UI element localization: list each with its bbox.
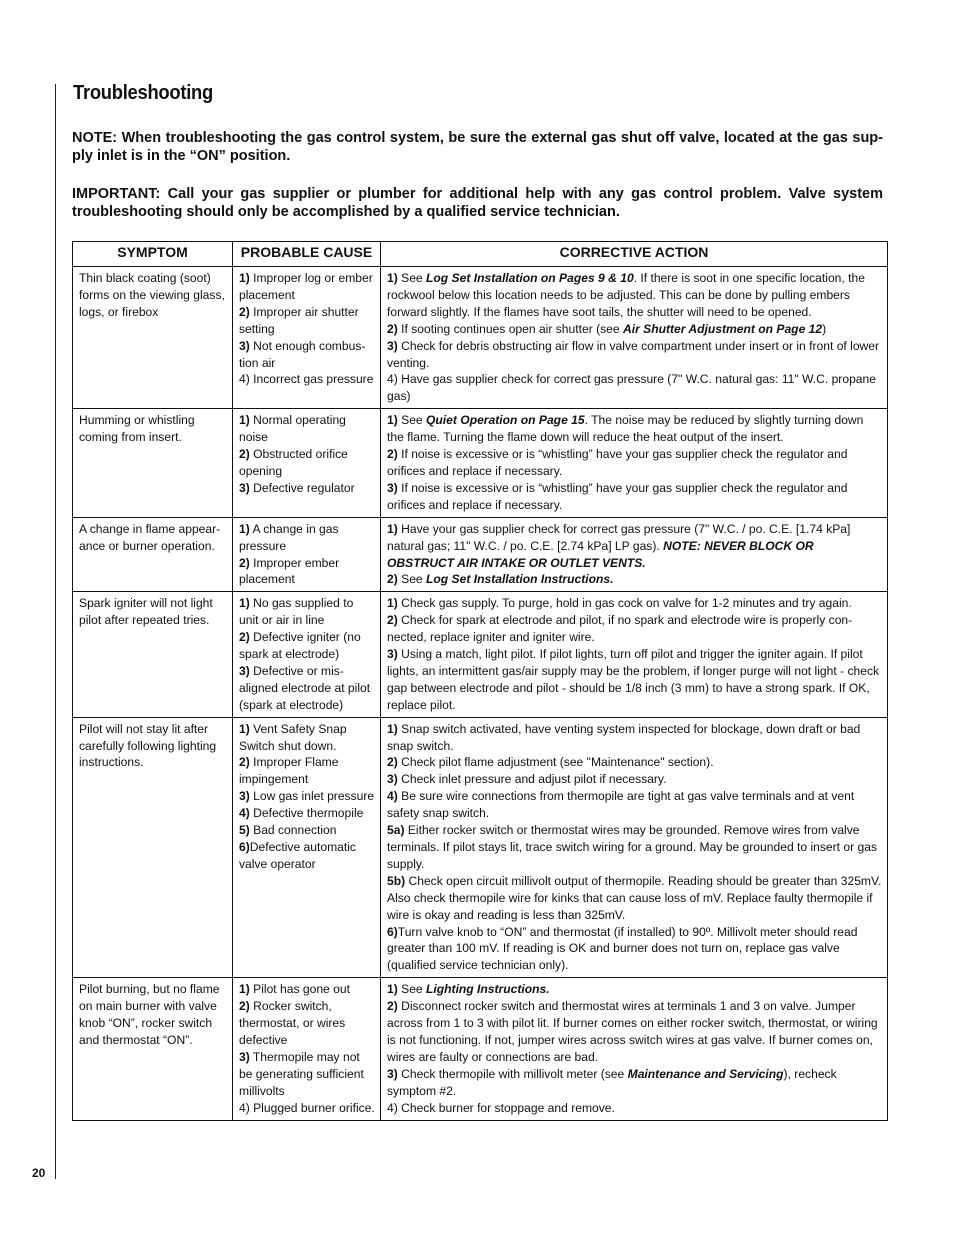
item-number: 3) (239, 1049, 250, 1064)
symptom-cell: Thin black coating (soot) forms on the viewing glass, logs, or firebox (73, 267, 233, 409)
item-text-tail: . If there is soot in one specific location, the rockwool below this location needs to be adjusted. This can be done by pulling embers forward slightly. If the flames have soot tails, the shutter will need to be opened. (387, 271, 865, 319)
item-number: 3) (387, 480, 398, 495)
cause-item (239, 663, 375, 714)
symptom-cell: A change in flame appearance or burner operation. (73, 517, 233, 592)
note-paragraph: NOTE: When troubleshooting the gas control system, be sure the external gas shut off valve, located at the gas supply inlet is in the “ON” position. (72, 130, 883, 164)
symptom-cell: Humming or whistling coming from insert. (73, 409, 233, 517)
action-item (387, 595, 882, 612)
section-reference: Maintenance and Servicing (627, 1066, 784, 1081)
table-row (73, 592, 888, 717)
corrective-action-cell (381, 517, 888, 592)
item-number: 5a) (387, 823, 405, 838)
item-number: 3) (387, 1066, 398, 1081)
item-number: 1) (239, 596, 250, 611)
item-number: 1) (239, 982, 250, 997)
action-item (387, 1100, 882, 1117)
probable-cause-cell (233, 978, 381, 1120)
cause-item (239, 1100, 375, 1117)
item-text: Low gas inlet pressure (249, 789, 375, 804)
item-text-tail: ) (822, 321, 827, 336)
item-text: See (397, 413, 427, 428)
item-number: 3) (387, 338, 398, 353)
corrective-action-cell (381, 409, 888, 517)
item-text: Have your gas supplier check for correct gas pressure (7" W.C. / po. C.E. [1.74 kPa] natural gas; 11" W.C. / po. C.E. [2.74 kPa] LP gas). (387, 521, 851, 553)
item-number: 3) (239, 338, 250, 353)
table-row (73, 717, 888, 978)
action-item (387, 721, 882, 755)
table-header-row (73, 242, 888, 267)
item-text: Pilot has gone out (249, 982, 350, 997)
item-text: 4) Have gas supplier check for correct gas pressure (7" W.C. natural gas: 11" W.C. propane gas) (387, 372, 876, 404)
item-text: If sooting continues open air shutter (see (397, 321, 623, 336)
item-number: 6) (387, 924, 398, 939)
item-text: 4) Incorrect gas pressure (239, 372, 374, 387)
item-text: Check for debris obstructing air flow in valve compartment under insert or in front of lower venting. (387, 338, 880, 370)
item-text: Thermopile may not be generating sufficient millivolts (239, 1049, 364, 1098)
item-text: Improper Flame impingement (239, 755, 339, 787)
corrective-action-cell (381, 267, 888, 409)
cause-item (239, 270, 375, 304)
cause-item (239, 721, 375, 755)
action-item (387, 873, 882, 924)
header-symptom: SYMPTOM (73, 242, 233, 267)
item-text: If noise is excessive or is “whistling” have your gas supplier check the regulator and orifices and replace if necessary. (387, 447, 848, 478)
item-number: 5) (239, 823, 250, 838)
item-text-tail: ), recheck symptom #2. (387, 1066, 837, 1098)
cause-item (239, 338, 375, 372)
cause-item (239, 304, 375, 338)
item-text: A change in gas pressure (239, 521, 339, 553)
probable-cause-cell (233, 267, 381, 409)
action-item (387, 480, 882, 514)
item-number: 1) (387, 521, 398, 536)
item-number: 1) (387, 721, 398, 736)
action-item (387, 321, 882, 338)
page-title: Troubleshooting (73, 82, 213, 104)
item-number: 1) (387, 982, 398, 997)
item-text-tail: . The noise may be reduced by slightly turning down the flame. Turning the flame down will reduce the heat output of the insert. (387, 413, 864, 445)
item-text: Improper log or ember placement (239, 271, 373, 302)
item-text: Snap switch activated, have venting system inspected for blockage, down draft or bad snap switch. (387, 721, 861, 753)
item-text: Obstructed orifice opening (239, 447, 348, 478)
item-number: 2) (239, 447, 250, 462)
item-text: No gas supplied to unit or air in line (239, 596, 354, 628)
action-item (387, 571, 882, 588)
item-text: See (397, 982, 427, 997)
action-item (387, 754, 882, 771)
item-text: 4) Plugged burner orifice. (239, 1100, 375, 1115)
section-reference: Air Shutter Adjustment on Page 12 (622, 321, 823, 336)
action-item (387, 981, 882, 998)
item-number: 2) (239, 755, 250, 770)
section-reference: NOTE: NEVER BLOCK OR OBSTRUCT AIR INTAKE OR OUTLET VENTS. (387, 538, 814, 570)
cause-item (239, 805, 375, 822)
item-number: 2) (387, 755, 398, 770)
cause-item (239, 822, 375, 839)
action-item (387, 822, 882, 873)
item-number: 1) (387, 596, 398, 611)
margin-rule (55, 84, 56, 1179)
cause-item (239, 788, 375, 805)
cause-item (239, 412, 375, 446)
item-number: 3) (387, 772, 398, 787)
page-number: 20 (32, 1166, 46, 1180)
action-item (387, 998, 882, 1066)
section-reference: Log Set Installation on Pages 9 & 10 (426, 271, 634, 285)
item-number: 1) (387, 413, 398, 428)
item-number: 1) (239, 721, 250, 736)
item-text: Either rocker switch or thermostat wires may be grounded. Remove wires from valve terminals. If pilot stays lit, trace switch wiring for a ground. May be grounded to insert or gas supply. (387, 823, 878, 871)
item-number: 1) (239, 271, 250, 285)
table-row (73, 517, 888, 592)
cause-item (239, 595, 375, 629)
action-item (387, 788, 882, 822)
item-text: Normal operating noise (239, 413, 346, 445)
item-number: 1) (387, 271, 398, 285)
item-number: 2) (387, 572, 398, 587)
action-item (387, 612, 882, 646)
action-item (387, 371, 882, 405)
item-text: Check open circuit millivolt output of thermopile. Reading should be greater than 325mV. Also check thermopile wire for kinks that can cause loss of mV. Replace faulty thermopile if wire is okay and reading is less than 325mV. (387, 873, 882, 922)
item-text: Bad connection (249, 823, 337, 838)
item-number: 2) (239, 555, 250, 570)
corrective-action-cell (381, 717, 888, 978)
action-item (387, 1066, 882, 1100)
action-item (387, 771, 882, 788)
item-text: Improper air shutter setting (239, 304, 359, 336)
symptom-cell: Spark igniter will not light pilot after repeated tries. (73, 592, 233, 717)
item-text: Check for spark at electrode and pilot, if no spark and electrode wire is properly connected, replace igniter and igniter wire. (387, 613, 853, 645)
item-number: 5b) (387, 873, 406, 888)
item-number: 2) (387, 447, 398, 462)
item-text: If noise is excessive or is “whistling” have your gas supplier check the regulator and orifices and replace if necessary. (387, 480, 848, 512)
header-corrective-action: CORRECTIVE ACTION (381, 242, 888, 267)
symptom-cell: Pilot will not stay lit after carefully following lighting instructions. (73, 717, 233, 978)
cause-item (239, 521, 375, 555)
probable-cause-cell (233, 409, 381, 517)
cause-item (239, 981, 375, 998)
item-text: Defective or misaligned electrode at pilot (spark at electrode) (239, 663, 371, 712)
cause-item (239, 480, 375, 497)
item-text: Check gas supply. To purge, hold in gas cock on valve for 1-2 minutes and try again. (397, 596, 852, 611)
item-number: 3) (239, 480, 250, 495)
cause-item (239, 446, 375, 480)
cause-item (239, 1049, 375, 1100)
item-number: 4) (239, 806, 250, 821)
corrective-action-cell (381, 978, 888, 1120)
cause-item (239, 839, 375, 873)
item-text: Vent Safety Snap Switch shut down. (239, 721, 347, 753)
table-body (73, 267, 888, 1121)
item-text: Check inlet pressure and adjust pilot if necessary. (397, 772, 667, 787)
action-item (387, 521, 882, 572)
item-text: Be sure wire connections from thermopile are tight at gas valve terminals and at vent safety snap switch. (387, 789, 855, 821)
section-reference: Lighting Instructions. (426, 982, 550, 997)
action-item (387, 270, 882, 321)
item-text: Check thermopile with millivolt meter (see (397, 1066, 628, 1081)
item-text: Not enough combustion air (239, 338, 366, 370)
item-number: 1) (239, 521, 250, 536)
item-number: 2) (387, 321, 398, 336)
item-text: Defective automatic valve operator (239, 840, 356, 871)
action-item (387, 338, 882, 372)
item-number: 4) (387, 789, 398, 804)
item-text: See (397, 572, 427, 587)
item-number: 3) (239, 663, 250, 678)
table-row (73, 978, 888, 1120)
symptom-cell: Pilot burning, but no flame on main burner with valve knob “ON”, rocker switch and thermostat “ON”. (73, 978, 233, 1120)
item-text: Rocker switch, thermostat, or wires defective (239, 999, 346, 1047)
item-text: Using a match, light pilot. If pilot lights, turn off pilot and trigger the igniter again. If pilot lights, an intermittent gas/air supply may be the problem, if longer purge will not light - check gap between electrode and pilot - should be 1/8 inch (3 mm) to have a strong spark. If OK, replace pilot. (387, 647, 880, 712)
cause-item (239, 629, 375, 663)
item-text: Defective regulator (249, 480, 355, 495)
item-text: See (397, 271, 427, 285)
item-text: Improper ember placement (239, 555, 340, 587)
item-number: 6) (239, 840, 250, 854)
item-text: Turn valve knob to “ON” and thermostat (if installed) to 90º. Millivolt meter should read greater than 100 mV. If reading is OK and burner does not turn on, replace gas valve (qualified service technician only). (387, 924, 858, 973)
item-number: 2) (239, 999, 250, 1014)
cause-item (239, 371, 375, 388)
item-text: Defective thermopile (249, 806, 364, 821)
important-paragraph: IMPORTANT: Call your gas supplier or plumber for additional help with any gas control problem. Valve system troubleshooting should only be accomplished by a qualified service technician. (72, 186, 883, 220)
action-item (387, 646, 882, 714)
cause-item (239, 555, 375, 589)
item-text: Check pilot flame adjustment (see "Maintenance" section). (397, 755, 714, 770)
item-number: 2) (239, 304, 250, 319)
section-reference: Log Set Installation Instructions. (426, 572, 614, 587)
item-number: 2) (387, 613, 398, 628)
item-number: 1) (239, 413, 250, 428)
action-item (387, 412, 882, 446)
item-text: 4) Check burner for stoppage and remove. (387, 1100, 615, 1115)
troubleshooting-table (72, 241, 888, 1121)
cause-item (239, 998, 375, 1049)
item-text: Disconnect rocker switch and thermostat wires at terminals 1 and 3 on valve. Jumper across from 1 to 3 with pilot lit. If burner comes on either rocker switch, thermostat, or wiring is not functioning. If not, jumper wires across switch wires at gas valve. If burner comes on, wires are faulty or connections are bad. (387, 999, 878, 1064)
section-reference: Quiet Operation on Page 15 (426, 413, 585, 428)
table-row (73, 267, 888, 409)
header-probable-cause: PROBABLE CAUSE (233, 242, 381, 267)
corrective-action-cell (381, 592, 888, 717)
item-number: 3) (387, 647, 398, 662)
probable-cause-cell (233, 517, 381, 592)
probable-cause-cell (233, 592, 381, 717)
action-item (387, 924, 882, 975)
item-number: 3) (239, 789, 250, 804)
item-number: 2) (387, 999, 398, 1014)
cause-item (239, 754, 375, 788)
probable-cause-cell (233, 717, 381, 978)
table-row (73, 409, 888, 517)
item-number: 2) (239, 630, 250, 645)
action-item (387, 446, 882, 480)
item-text: Defective igniter (no spark at electrode) (239, 630, 361, 662)
